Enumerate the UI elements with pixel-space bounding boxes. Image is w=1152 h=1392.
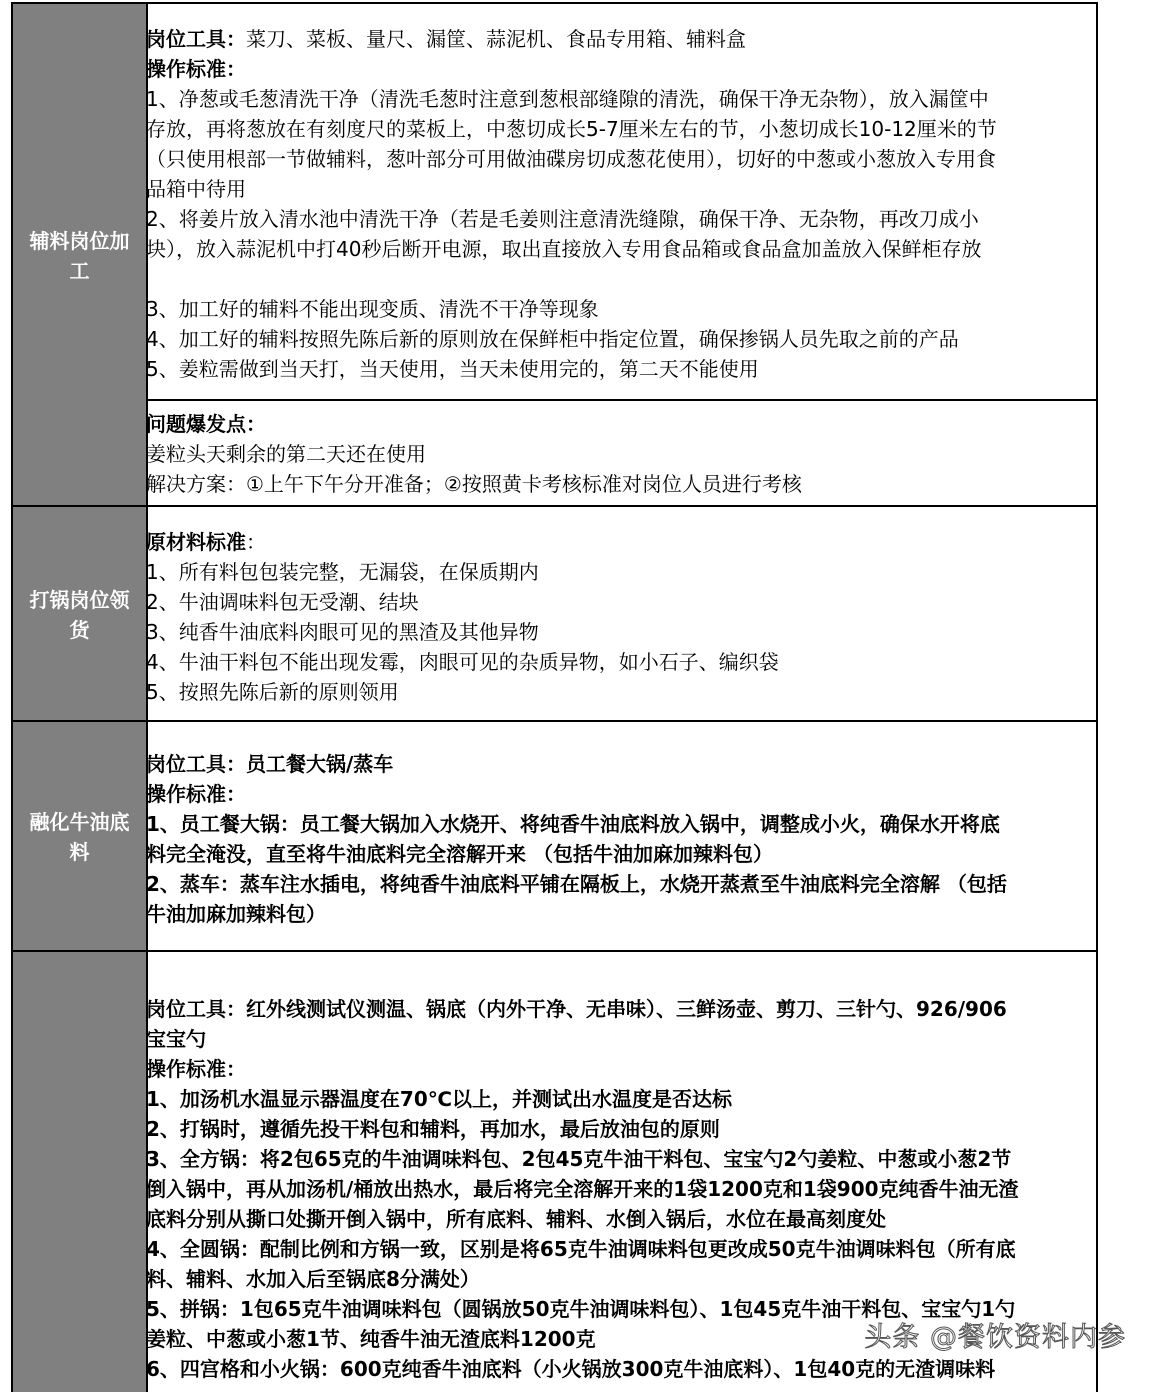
standard-line: 5、姜粒需做到当天打，当天使用，当天未使用完的，第二天不能使用 xyxy=(146,357,759,381)
standard-line: 1、所有料包包装完整，无漏袋，在保质期内 xyxy=(146,560,539,584)
section-label-cell xyxy=(11,952,148,1392)
standard-line: 3、加工好的辅料不能出现变质、清洗不干净等现象 xyxy=(146,297,599,321)
section-label: 打锅岗位领货 xyxy=(29,587,130,642)
standard-line: （只使用根部一节做辅料，葱叶部分可用做油碟房切成葱花使用），切好的中葱或小葱放入专用食 xyxy=(146,147,996,171)
blank-line xyxy=(146,264,1096,294)
section-row-auxiliary-processing xyxy=(11,2,1098,507)
tools-line xyxy=(146,24,1096,54)
tools-line: 岗位工具：员工餐大锅/蒸车 xyxy=(146,752,394,776)
standard-colon: ： xyxy=(246,530,266,554)
standard-line: 块），放入蒜泥机中打40秒后断开电源，取出直接放入专用食品箱或食品盒加盖放入保鲜柜存放 xyxy=(146,237,982,261)
section-label-cell xyxy=(11,507,148,722)
section-content-cell xyxy=(146,507,1098,722)
section-label: 辅料岗位加工 xyxy=(29,228,130,283)
standard-heading: 操作标准： xyxy=(146,782,246,806)
standard-line: 1、员工餐大锅：员工餐大锅加入水烧开、将纯香牛油底料放入锅中，调整成小火，确保水开将底 xyxy=(146,812,1000,836)
operation-subcell xyxy=(146,24,1096,384)
melt-subcell xyxy=(146,749,1096,929)
problem-subcell xyxy=(146,399,1096,507)
tools-heading: 岗位工具： xyxy=(146,27,246,51)
standard-line: 2、打锅时，遵循先投干料包和辅料，再加水，最后放油包的原则 xyxy=(146,1117,720,1141)
tools-line: 岗位工具：红外线测试仪测温、锅底（内外干净、无串味）、三鲜汤壶、剪刀、三针勺、926/906 xyxy=(146,997,1007,1021)
standard-line: 倒入锅中，再从加汤机/桶放出热水，最后将完全溶解开来的1袋1200克和1袋900克纯香牛油无渣 xyxy=(146,1177,1019,1201)
standard-line: 2、将姜片放入清水池中清洗干净（若是毛姜则注意清洗缝隙，确保干净、无杂物，再改刀成小 xyxy=(146,207,979,231)
section-row-pot-goods-receiving xyxy=(11,505,1098,722)
standard-line: 底料分别从撕口处撕开倒入锅中，所有底料、辅料、水倒入锅后，水位在最高刻度处 xyxy=(146,1207,886,1231)
standard-line: 2、蒸车：蒸车注水插电，将纯香牛油底料平铺在隔板上，水烧开蒸煮至牛油底料完全溶解 （包括 xyxy=(146,872,1007,896)
standard-line: 4、加工好的辅料按照先陈后新的原则放在保鲜柜中指定位置，确保掺锅人员先取之前的产品 xyxy=(146,327,959,351)
standard-line: 1、净葱或毛葱清洗干净（清洗毛葱时注意到葱根部缝隙的清洗，确保干净无杂物），放入漏筐中 xyxy=(146,87,989,111)
problem-issue: 姜粒头天剩余的第二天还在使用 xyxy=(146,442,426,466)
standard-line: 姜粒、中葱或小葱1节、纯香牛油无渣底料1200克 xyxy=(146,1327,596,1351)
standard-line: 品箱中待用 xyxy=(146,177,246,201)
standard-line: 5、拼锅：1包65克牛油调味料包（圆锅放50克牛油调味料包）、1包45克牛油干料包、宝宝勺1勺 xyxy=(146,1297,1016,1321)
standard-line: 2、牛油调味料包无受潮、结块 xyxy=(146,590,419,614)
tools-value: 菜刀、菜板、量尺、漏筐、蒜泥机、食品专用箱、辅料盒 xyxy=(246,27,746,51)
problem-heading: 问题爆发点： xyxy=(146,412,266,436)
watermark: 头条 @餐饮资料内参 xyxy=(864,1322,1126,1353)
standard-line: 4、牛油干料包不能出现发霉，肉眼可见的杂质异物，如小石子、编织袋 xyxy=(146,650,779,674)
problem-solution: 解决方案：①上午下午分开准备；②按照黄卡考核标准对岗位人员进行考核 xyxy=(146,472,802,496)
standard-line: 1、加汤机水温显示器温度在70℃以上，并测试出水温度是否达标 xyxy=(146,1087,732,1111)
section-label: 融化牛油底料 xyxy=(29,810,130,864)
section-label-cell xyxy=(11,722,148,952)
standard-heading: 原材料标准 xyxy=(146,530,246,554)
section-content-cell xyxy=(146,4,1098,507)
standard-heading-line xyxy=(146,527,1096,557)
materials-subcell xyxy=(146,527,1096,707)
standard-line: 3、全方锅：将2包65克的牛油调味料包、2包45克牛油干料包、宝宝勺2勺姜粒、中葱或小葱2节 xyxy=(146,1147,1012,1171)
standard-line: 5、按照先陈后新的原则领用 xyxy=(146,680,399,704)
standard-heading: 操作标准： xyxy=(146,1057,246,1081)
standard-line: 料、辅料、水加入后至锅底8分满处） xyxy=(146,1267,480,1291)
standard-line: 料完全淹没，直至将牛油底料完全溶解开来 （包括牛油加麻加辣料包） xyxy=(146,842,773,866)
section-row-melt-butter-base xyxy=(11,720,1098,952)
standard-line: 牛油加麻加辣料包） xyxy=(146,902,326,926)
standard-line: 6、四宫格和小火锅：600克纯香牛油底料（小火锅放300克牛油底料）、1包40克的无渣调味料 xyxy=(146,1357,996,1381)
standard-line: 4、全圆锅：配制比例和方锅一致，区别是将65克牛油调味料包更改成50克牛油调味料包（所有底 xyxy=(146,1237,1016,1261)
standard-line: 3、纯香牛油底料肉眼可见的黑渣及其他异物 xyxy=(146,620,539,644)
standard-heading: 操作标准： xyxy=(146,57,246,81)
section-label-cell xyxy=(11,4,148,507)
section-content-cell xyxy=(146,722,1098,952)
standard-line: 存放，再将葱放在有刻度尺的菜板上，中葱切成长5-7厘米左右的节，小葱切成长10-12厘米的节 xyxy=(146,117,997,141)
tools-line-cont: 宝宝勺 xyxy=(146,1027,206,1051)
